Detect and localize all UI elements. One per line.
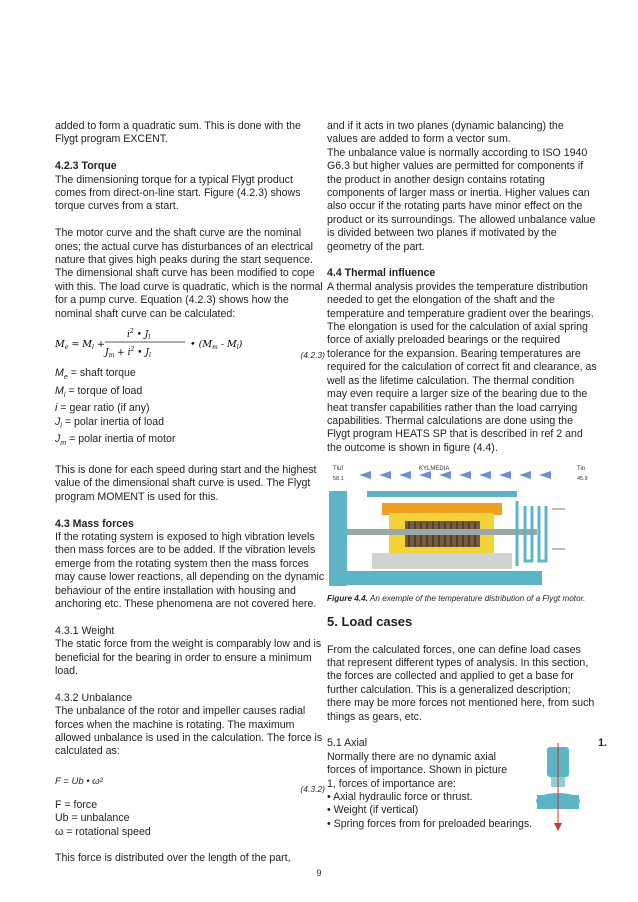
paragraph: This is done for each speed during start and the highest value of the dimensional shaft curve is used. The Flygt program MOMENT is used for this. (55, 463, 317, 503)
label-tin: Tin (577, 466, 586, 473)
paragraph: The unbalance value is normally according to ISO 1940 G6.3 but higher values are permitted for components if the product in another design contains rotating components of larger mass or inertia. Higher values can also occur if the rotating parts have minor effect on the product or its surroundings. The allowed unbalance value is divided between two planes if motivated by the geometry of the part. (327, 146, 596, 253)
def-text: = polar inertia of load (64, 415, 165, 428)
label-tluf: Tluf (333, 466, 344, 473)
paragraph: The static force from the weight is comparably low and is beneficial for the bearing in order to ensure a minimum load. (55, 638, 322, 677)
label-kylmedia: KYLMEDIA (419, 466, 450, 473)
definition-list (55, 367, 325, 450)
def-jl: $J_l$ = polar inertia of load (55, 415, 165, 430)
page-number: 9 (316, 868, 322, 878)
paragraph: The dimensioning torque for a typical Flygt product comes from direct-on-line start. Figure (4.2.3) shows torque curves from a start. (55, 173, 301, 213)
def-text: = torque of load (68, 384, 143, 397)
section-axial (327, 737, 607, 831)
equation-4-3-2 (55, 759, 325, 799)
definition-list-2 (55, 799, 325, 839)
heading-thermal: 4.4 Thermal influence (327, 267, 436, 280)
heading-load-cases: 5. Load cases (327, 614, 413, 630)
svg-text:• (Mm - Ml): • $(M_m - M_l)$ (190, 339, 243, 352)
left-column (55, 120, 325, 866)
def-ml: $M_l$ = torque of load (55, 384, 143, 399)
bullet-item: • Weight (if vertical) (327, 804, 419, 817)
thermal-diagram (327, 461, 597, 589)
svg-text:Me = Ml +: $M_e = M_l$ + (55, 339, 105, 352)
def-i: i = gear ratio (if any) (55, 402, 150, 415)
def-ub: Ub = unbalance (55, 812, 130, 825)
equation-4-2-3 (55, 321, 325, 367)
right-column (327, 120, 607, 831)
def-jm: $J_m$ = polar inertia of motor (55, 433, 176, 448)
equation-text: F = Ub • ω² (55, 775, 103, 787)
equation-number: (4.3.2) (300, 783, 325, 794)
figure-caption (327, 593, 597, 604)
label-v2: 45.9 (577, 476, 588, 483)
caption-text: An exemple of the temperature distribution of a Flygt motor. (367, 594, 586, 604)
paragraph: A thermal analysis provides the temperature distribution needed to get the elongation of the shaft and the temperature and temperature gradient over the bearings. The elongation is used for the calculation of axial spring force of axially preloaded bearings or the required tolerance for the expansion. Bearing temperatures are required for the calculation of correct fit and clearance, as well as the lifetime calculation. The thermal condition may even require a larger size of the bearing due to the heat transfer capabilities rather than the load carrying capabilities. Thermal calculations are done using the Flygt program HEATS SP that is described in ref 2 and the outcome is shown in figure (4.4). (327, 280, 597, 454)
def-text: = shaft torque (70, 367, 136, 380)
caption-label: Figure 4.4. (327, 594, 368, 604)
paragraph: From the calculated forces, one can define load cases that represent different types of analysis. In this section, the forces are collected and applied to get a base for further calculation. This is a generalized description; there may be more forces not mentioned here, from such things as gears, etc. (327, 643, 595, 723)
heading-mass-forces: 4.3 Mass forces (55, 517, 134, 530)
figure-thermal-distribution (327, 461, 597, 589)
heading-weight: 4.3.1 Weight (55, 624, 115, 637)
coolant-arrows (359, 471, 551, 479)
heading-unbalance: 4.3.2 Unbalance (55, 691, 133, 704)
def-omega: ω = rotational speed (55, 825, 151, 838)
paragraph: Normally there are no dynamic axial forces of importance. Shown in picture 1, forces of importance are: (327, 750, 508, 790)
equation-graphic (55, 321, 325, 367)
equation-number: (4.2.3) (300, 350, 325, 361)
pump-picture-icon (533, 743, 583, 831)
picture-number: 1. (598, 737, 607, 750)
svg-text:i2 • Jl: $i^2$ • $J_l$ (127, 328, 151, 342)
paragraph: If the rotating system is exposed to high vibration levels then mass forces are to be added. If the vibration levels emerge from the rotating system then the mass forces may cause lower reactions, all depending on the dynamic behaviour of the entire installation with housing and anchoring etc. These phenomena are not covered here. (55, 530, 325, 610)
def-f: F = force (55, 798, 98, 811)
paragraph: This force is distributed over the length of the part, (55, 852, 291, 865)
heading-torque: 4.2.3 Torque (55, 160, 117, 173)
bullet-item: • Axial hydraulic force or thrust. (327, 790, 473, 803)
heading-axial: 5.1 Axial (327, 737, 368, 750)
def-me: $M_e$ = shaft torque (55, 367, 136, 382)
label-v1: 58.1 (333, 476, 344, 483)
paragraph: added to form a quadratic sum. This is done with the Flygt program EXCENT. (55, 120, 301, 146)
def-text: = gear ratio (if any) (60, 402, 150, 415)
svg-text:Jm + i2 • Jl: $J_m + i^2$ • $J_l$ (105, 346, 151, 360)
paragraph: The motor curve and the shaft curve are the nominal ones; the actual curve has disturbances of an electrical nature that gives high peaks during the start sequence. The dimensional shaft curve has been modified to cope with this. The load curve is quadratic, which is the normal for a pump curve. Equation (4.2.3) shows how the nominal shaft curve can be calculated: (55, 227, 323, 320)
paragraph: The unbalance of the rotor and impeller causes radial forces when the machine is rotating. The maximum allowed unbalance is used in the calculation. The force is calculated as: (55, 705, 323, 758)
paragraph: and if it acts in two planes (dynamic balancing) the values are added to form a vector sum. (327, 120, 564, 146)
bullet-item: • Spring forces from for preloaded bearings. (327, 817, 533, 830)
def-text: = polar inertia of motor (69, 433, 176, 446)
